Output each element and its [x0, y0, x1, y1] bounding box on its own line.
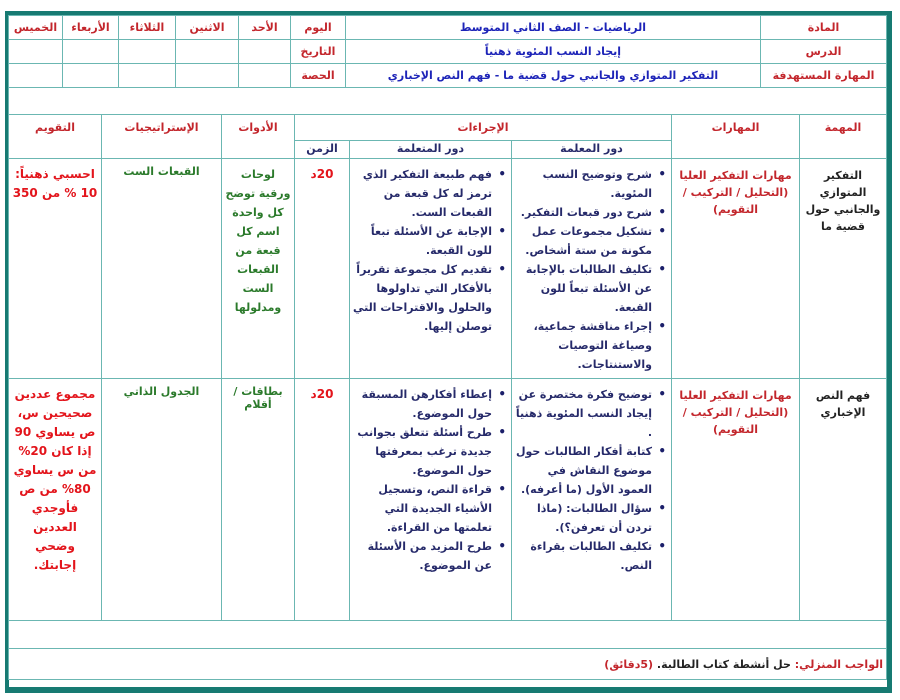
list-item: [353, 260, 506, 336]
lesson-plan: [5, 11, 892, 693]
bullet-icon: •: [498, 387, 506, 401]
list-item-text: تقديم كل مجموعة تقريراً بالأفكار التي تداولوها والحلول والاقتراحات التي توصلن إليها.: [353, 263, 492, 333]
col-skills: المهارات: [672, 115, 800, 159]
bullet-icon: •: [658, 387, 666, 401]
evaluation-cell: مجموع عددين صحيحين س، ص يساوي 90 إذا كان 20% من س يساوي 80% من ص فأوجدي العددين وضحي إجابتك.: [8, 379, 101, 621]
skill-value: التفكير المتوازي والجانبي حول قضية ما - فهم النص الإخباري: [346, 64, 761, 88]
date-cell: [239, 40, 291, 64]
period-cell: [63, 64, 119, 88]
list-item: [353, 222, 506, 260]
list-item-text: قراءة النص، وتسجيل الأشياء الجديدة التي تعلمتها من القراءة.: [378, 483, 492, 534]
list-item: [515, 317, 666, 374]
date-cell: [9, 40, 63, 64]
tools-cell: لوحات ورقية توضح كل واحدة اسم كل قبعة من القبعات الست ومدلولها: [221, 159, 294, 379]
time-cell: 20د: [294, 379, 349, 621]
teacher-role-cell: [512, 379, 672, 621]
col-time: الزمن: [294, 141, 349, 159]
date-cell: [119, 40, 176, 64]
period-cell: [176, 64, 239, 88]
day-sunday: الأحد: [239, 16, 291, 40]
day-label: اليوم: [291, 16, 346, 40]
period-cell: [119, 64, 176, 88]
homework-label: الواجب المنزلي:: [794, 657, 883, 671]
learner-role-cell: [350, 379, 512, 621]
task-cell: فهم النص الإخباري: [800, 379, 887, 621]
list-item: [353, 537, 506, 575]
task-cell: التفكير المتوازي والجانبي حول قضية ما: [800, 159, 887, 379]
spacer-row: [9, 88, 887, 115]
subject-label: المادة: [761, 16, 887, 40]
bullet-icon: •: [498, 262, 506, 276]
list-item-text: الإجابة عن الأسئلة تبعاً للون القبعة.: [370, 225, 492, 257]
list-item: [515, 203, 666, 222]
list-item-text: تشكيل مجموعات عمل مكونة من ستة أشخاص.: [525, 225, 652, 257]
list-item-text: طرح أسئلة تتعلق بجوانب جديدة ترغب بمعرفتها حول الموضوع.: [357, 426, 492, 477]
homework-row: [8, 649, 886, 680]
bullet-icon: •: [498, 539, 506, 553]
lesson-label: الدرس: [761, 40, 887, 64]
strategies-cell: القبعات الست: [101, 159, 221, 379]
bullet-icon: •: [498, 224, 506, 238]
list-item: [353, 165, 506, 222]
day-thursday: الخميس: [9, 16, 63, 40]
list-item: [515, 385, 666, 442]
period-cell: [239, 64, 291, 88]
bullet-icon: •: [658, 167, 666, 181]
list-item: [515, 165, 666, 203]
list-item-text: تكليف الطالبات بقراءة النص.: [530, 540, 652, 572]
col-task: المهمة: [800, 115, 887, 159]
learner-role-cell: [350, 159, 512, 379]
list-item: [353, 480, 506, 537]
list-item: [515, 537, 666, 575]
list-item-text: إعطاء أفكارهن المسبقة حول الموضوع.: [361, 388, 492, 420]
bullet-icon: •: [658, 444, 666, 458]
date-cell: [63, 40, 119, 64]
lesson-value: إيجاد النسب المئوية ذهنياً: [346, 40, 761, 64]
col-tools: الأدوات: [221, 115, 294, 159]
col-evaluation: التقويم: [8, 115, 101, 159]
day-tuesday: الثلاثاء: [119, 16, 176, 40]
list-item-text: شرح وتوضيح النسب المئوية.: [542, 168, 652, 200]
list-item: [353, 423, 506, 480]
skills-cell: مهارات التفكير العليا (التحليل / التركيب / التقويم): [672, 379, 800, 621]
time-cell: 20د: [294, 159, 349, 379]
subject-value: الرياضيات - الصف الثاني المتوسط: [346, 16, 761, 40]
bullet-icon: •: [658, 262, 666, 276]
col-learner-role: دور المتعلمة: [350, 141, 512, 159]
procedures-table: [8, 114, 887, 680]
table-row: [8, 159, 886, 379]
col-procedures: الإجراءات: [294, 115, 671, 141]
homework-text: حل أنشطة كتاب الطالبة.: [656, 657, 791, 671]
list-item: [515, 499, 666, 537]
bullet-icon: •: [658, 539, 666, 553]
bullet-icon: •: [498, 482, 506, 496]
col-strategies: الإستراتيجيات: [101, 115, 221, 159]
table-row: [8, 379, 886, 621]
bullet-icon: •: [658, 205, 666, 219]
list-item: [515, 260, 666, 317]
bullet-icon: •: [658, 319, 666, 333]
bullet-icon: •: [498, 425, 506, 439]
day-monday: الاثنين: [176, 16, 239, 40]
list-item-text: سؤال الطالبات: (ماذا تردن أن تعرفن؟).: [536, 502, 652, 534]
list-item-text: شرح دور قبعات التفكير.: [520, 206, 652, 219]
list-item-text: كتابة أفكار الطالبات حول موضوع النقاش في العمود الأول (ما أعرفه).: [515, 445, 652, 496]
day-wednesday: الأربعاء: [63, 16, 119, 40]
header-table: [8, 15, 887, 115]
bullet-icon: •: [498, 167, 506, 181]
bullet-icon: •: [658, 501, 666, 515]
list-item: [515, 442, 666, 499]
tools-cell: بطاقات / أقلام: [221, 379, 294, 621]
strategies-cell: الجدول الذاتي: [101, 379, 221, 621]
list-item-text: تكليف الطالبات بالإجابة عن الأسئلة تبعاً للون القبعة.: [525, 263, 652, 314]
list-item: [515, 222, 666, 260]
list-item-text: إجراء مناقشة جماعية، وصياغة التوصيات والاستنتاجات.: [533, 320, 652, 371]
evaluation-cell: احسبي ذهنياً: 10 % من 350: [8, 159, 101, 379]
period-cell: [9, 64, 63, 88]
date-label: التاريخ: [291, 40, 346, 64]
list-item: [353, 385, 506, 423]
spacer-row: [8, 621, 886, 649]
list-item-text: توضيح فكرة مختصرة عن إيجاد النسب المئوية ذهنياً .: [515, 388, 652, 439]
col-teacher-role: دور المعلمة: [512, 141, 672, 159]
list-item-text: طرح المزيد من الأسئلة عن الموضوع.: [367, 540, 492, 572]
skill-label: المهارة المستهدفة: [761, 64, 887, 88]
homework-time: (5دقائق): [604, 657, 654, 671]
date-cell: [176, 40, 239, 64]
bullet-icon: •: [658, 224, 666, 238]
teacher-role-cell: [512, 159, 672, 379]
period-label: الحصة: [291, 64, 346, 88]
skills-cell: مهارات التفكير العليا (التحليل / التركيب / التقويم): [672, 159, 800, 379]
list-item-text: فهم طبيعة التفكير الذي ترمز له كل قبعة من القبعات الست.: [362, 168, 492, 219]
